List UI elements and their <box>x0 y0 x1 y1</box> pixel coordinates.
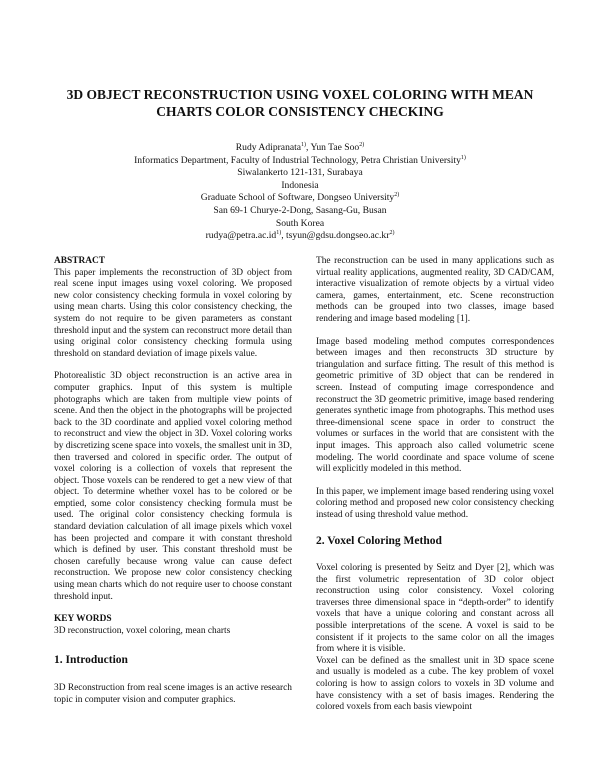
address-2: San 69-1 Churye-2-Dong, Sasang-Gu, Busan <box>213 204 387 216</box>
address-1: Siwalankerto 121-131, Surabaya <box>237 167 363 179</box>
voxel-coloring-heading: 2. Voxel Coloring Method <box>316 535 442 548</box>
abstract-heading: ABSTRACT <box>54 256 106 266</box>
affiliation-1: Informatics Department, Faculty of Industrial Technology, Petra Christian University$^{1)}$ <box>134 154 466 166</box>
author-names: Rudy Adipranata$^{1)}$, Yun Tae Soo$^{2)}$ <box>235 142 365 153</box>
affiliation-2: Graduate School of Software, Dongseo University$^{2)}$ <box>200 192 400 204</box>
introduction-paragraph-1: 3D Reconstruction from real scene images is an active research topic in computer vision and computer graphics. <box>54 683 292 705</box>
keywords-text: 3D reconstruction, voxel coloring, mean charts <box>54 625 231 636</box>
country-2: South Korea <box>275 217 325 229</box>
abstract-paragraph-2: Photorealistic 3D object reconstruction is an active area in computer graphics. Input of this system is multiple photographs which are taken from multiple view points of scene. And then the object in the photographs will be projected back to the 3D coordinate and applied voxel coloring method to reconstruct and view the object in 3D. Voxel coloring works by discretizing scene space into voxels, the smallest unit in 3D, then traversed and colored in specific order. The output of voxel coloring is a collection of voxels that represent the object. Those voxels can be rendered to get a new view of that object. To determine whether voxel has to be colored or be emptied, some color consistency checking formula must be used. The original color consistency checking formula is standard deviation calculation of all image pixels which voxel has been projected and compare it with constant threshold which is defined by user. This constant threshold must be chosen carefully because wrong value can cause defect reconstruction. We propose new color consistency checking using mean charts which do not require user to choose constant threshold input. <box>54 371 292 602</box>
voxel-paragraph-2: Voxel can be defined as the smallest unit in 3D space scene and usually is modeled as a cube. The key problem of voxel coloring is how to assign colors to voxels in 3D volume and have consistency with a set of basis images. Rendering the colored voxels from each basis viewpoint <box>316 655 554 713</box>
author-block <box>70 142 530 243</box>
voxel-paragraph-1: Voxel coloring is presented by Seitz and Dyer [2], which was the first volumetric representation of 3D color object reconstruction using color consistency. Voxel coloring traverses three dimensional space in “depth-order” to identify voxels that have a unique coloring and constant across all possible interpretations of the scene. A voxel is said to be consistent if it projects to the same color on all the images from where it is visible. <box>316 563 554 655</box>
author-emails: $rudya@petra.ac.id^{1)}$, $tsyun@gdsu.dongseo.ac.kr^{2)}$ <box>205 230 395 242</box>
country-1: Indonesia <box>281 179 319 191</box>
introduction-heading: 1. Introduction <box>54 654 128 667</box>
right-column <box>316 256 554 714</box>
intro-paragraph-3: Image based modeling method computes correspondences between images and then reconstructs 3D structure by triangulation and surface fitting. The result of this method is geometric primitive of 3D object that can be rendered in screen. Instead of computing image correspondence and reconstruct the 3D geometric primitive, image based rendering generates synthetic image from photographs. This method uses three-dimensional scene space in order to construct the volumes or surfaces in the world that are consistent with the input images. This approach also called volumetric scene modeling. The world coordinate and space volume of scene will explicitly modeled in this method. <box>316 336 554 475</box>
keywords-heading: KEY WORDS <box>54 614 112 625</box>
left-column <box>54 256 292 706</box>
paper-title <box>40 86 560 120</box>
intro-paragraph-2: The reconstruction can be used in many applications such as virtual reality applications, augmented reality, 3D CAD/CAM, interactive visualization of remote objects by a virtual video camera, games, entertainment, etc. Scene reconstruction methods can be grouped into two classes, image based rendering and image based modeling [1]. <box>316 256 554 324</box>
intro-paragraph-4: In this paper, we implement image based rendering using voxel coloring method and proposed new color consistency checking instead of using threshold value method. <box>316 486 554 520</box>
title-line-2: CHARTS COLOR CONSISTENCY CHECKING <box>156 104 444 119</box>
abstract-paragraph-1: This paper implements the reconstruction of 3D object from real scene input images using voxel coloring. We proposed new color consistency checking formula in voxel coloring by using mean charts. Using this color consistency checking, the system do not require to be given parameters as constant threshold input and the system can reconstruct more detail than using original color consistency checking formula using threshold on standard deviation of image pixels value. <box>54 267 292 359</box>
title-line-1: 3D OBJECT RECONSTRUCTION USING VOXEL COLORING WITH MEAN <box>66 87 534 102</box>
